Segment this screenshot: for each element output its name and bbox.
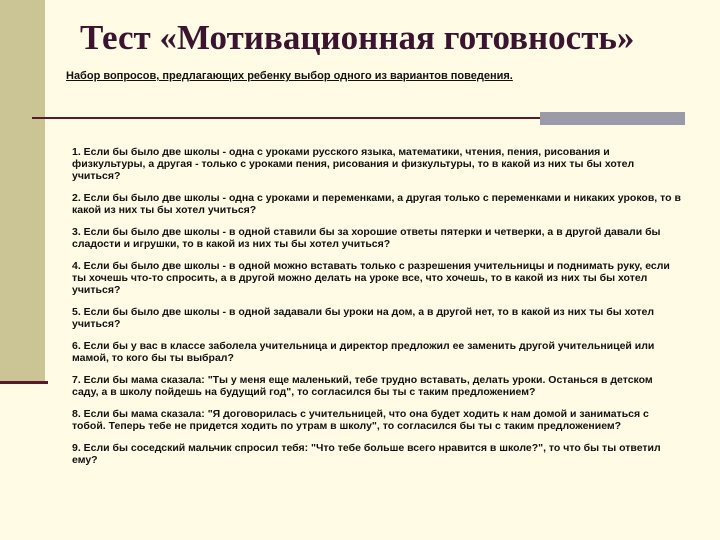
- question-item: 9. Если бы соседский мальчик спросил тебя: "Что тебе больше всего нравится в школе?", то что бы ты ответил ему?: [72, 442, 661, 467]
- question-item: 2. Если бы было две школы - одна с уроками и переменками, а другая только с переменками и никаких уроков, то в какой из них ты бы хотел учиться?: [72, 191, 681, 216]
- question-list: [72, 147, 682, 477]
- question-item: 6. Если бы у вас в классе заболела учительница и директор предложил ее заменить другой учительницей или мамой, то кого бы ты выбрал?: [72, 340, 655, 364]
- question-item: 4. Если бы было две школы - в одной можно вставать только с разрешения учительницы и поднимать руку, если ты хочешь что-то спросить, а в другой можно делать на уроке все, что хочешь, то в какой из них ты бы хотел учиться?: [72, 260, 670, 296]
- divider-accent-block: [540, 112, 685, 125]
- left-decorative-bar: [0, 0, 45, 383]
- slide-subtitle: Набор вопросов, предлагающих ребенку выбор одного из вариантов поведения.: [66, 70, 513, 82]
- question-item: 3. Если бы было две школы - в одной ставили бы за хорошие ответы пятерки и четверки, а в другой давали бы сладости и игрушки, то в какой из них ты бы хотел учиться?: [72, 225, 661, 250]
- slide-title: Тест «Мотивационная готовность»: [80, 18, 635, 57]
- question-item: 8. Если бы мама сказала: "Я договорилась с учительницей, что она будет ходить к нам домой и заниматься с тобой. Теперь тебе не придется ходить по утрам в школу", то согласился бы ты с таким предложением?: [72, 408, 649, 433]
- question-item: 1. Если бы было две школы - одна с уроками русского языка, математики, чтения, пения, рисования и физкультуры, а другая - только с уроками пения, рисования и физкультуры, то в какой из них ты бы хотел учиться?: [72, 146, 635, 182]
- question-item: 5. Если бы было две школы - в одной задавали бы уроки на дом, а в другой нет, то в какой из них ты бы хотел учиться?: [72, 305, 654, 330]
- left-bar-rule: [0, 381, 48, 384]
- question-item: 7. Если бы мама сказала: "Ты у меня еще маленький, тебе трудно вставать, делать уроки. Останься в детском саду, а в школу пойдешь на будущий год", то согласился бы ты с таким предложением?: [72, 374, 653, 398]
